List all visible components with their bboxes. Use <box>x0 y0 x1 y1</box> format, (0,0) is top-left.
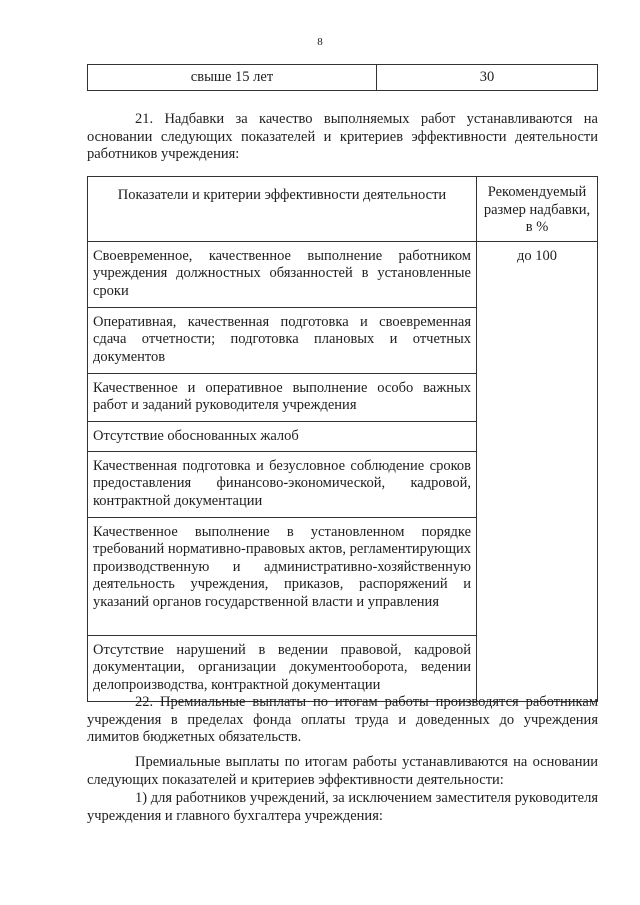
table-header-row <box>88 177 598 242</box>
criterion-6: Качественное выполнение в установленном порядке требований нормативно-правовых актов, регламентирующих производственную и административно-хозяйственную деятельность учреждения, приказов, распоряжений и указаний органов государственной власти и управления <box>88 517 477 635</box>
section-21-text: 21. Надбавки за качество выполняемых работ устанавливаются на основании следующих показателей и критериев эффективности деятельности работников учреждения: <box>87 111 598 162</box>
table-row <box>88 241 598 307</box>
size-value-cell: до 100 <box>477 241 598 701</box>
page-number: 8 <box>317 36 323 48</box>
seniority-value-cell: 30 <box>377 65 598 91</box>
section-22-paragraph-2: Премиальные выплаты по итогам работы устанавливаются на основании следующих показателей и критериев эффективности деятельности: <box>87 754 598 788</box>
header-criteria: Показатели и критерии эффективности деятельности <box>88 177 477 242</box>
criterion-2: Оперативная, качественная подготовка и своевременная сдача отчетности; подготовка плановых и отчетных документов <box>88 307 477 373</box>
criterion-7: Отсутствие нарушений в ведении правовой, кадровой документации, организации документооборота, ведении делопроизводства, контрактной документации <box>88 635 477 701</box>
seniority-period-cell: свыше 15 лет <box>88 65 377 91</box>
section-22-paragraph-3: 1) для работников учреждений, за исключением заместителя руководителя учреждения и главного бухгалтера учреждения: <box>87 790 598 824</box>
header-size: Рекомендуемый размер надбавки, в % <box>477 177 598 242</box>
criterion-4: Отсутствие обоснованных жалоб <box>88 421 477 451</box>
section-22-paragraph-1: 22. Премиальные выплаты по итогам работы производятся работникам учреждения в пределах фонда оплаты труда и доведенных до учреждения лимитов бюджетных обязательств. <box>87 694 598 745</box>
criterion-5: Качественная подготовка и безусловное соблюдение сроков предоставления финансово-экономической, кадровой, контрактной документации <box>88 451 477 517</box>
criterion-1: Своевременное, качественное выполнение работником учреждения должностных обязанностей в установленные сроки <box>88 241 477 307</box>
criteria-table <box>87 176 598 702</box>
seniority-table <box>87 64 598 91</box>
criterion-3: Качественное и оперативное выполнение особо важных работ и заданий руководителя учреждения <box>88 373 477 421</box>
table-row <box>88 65 598 91</box>
